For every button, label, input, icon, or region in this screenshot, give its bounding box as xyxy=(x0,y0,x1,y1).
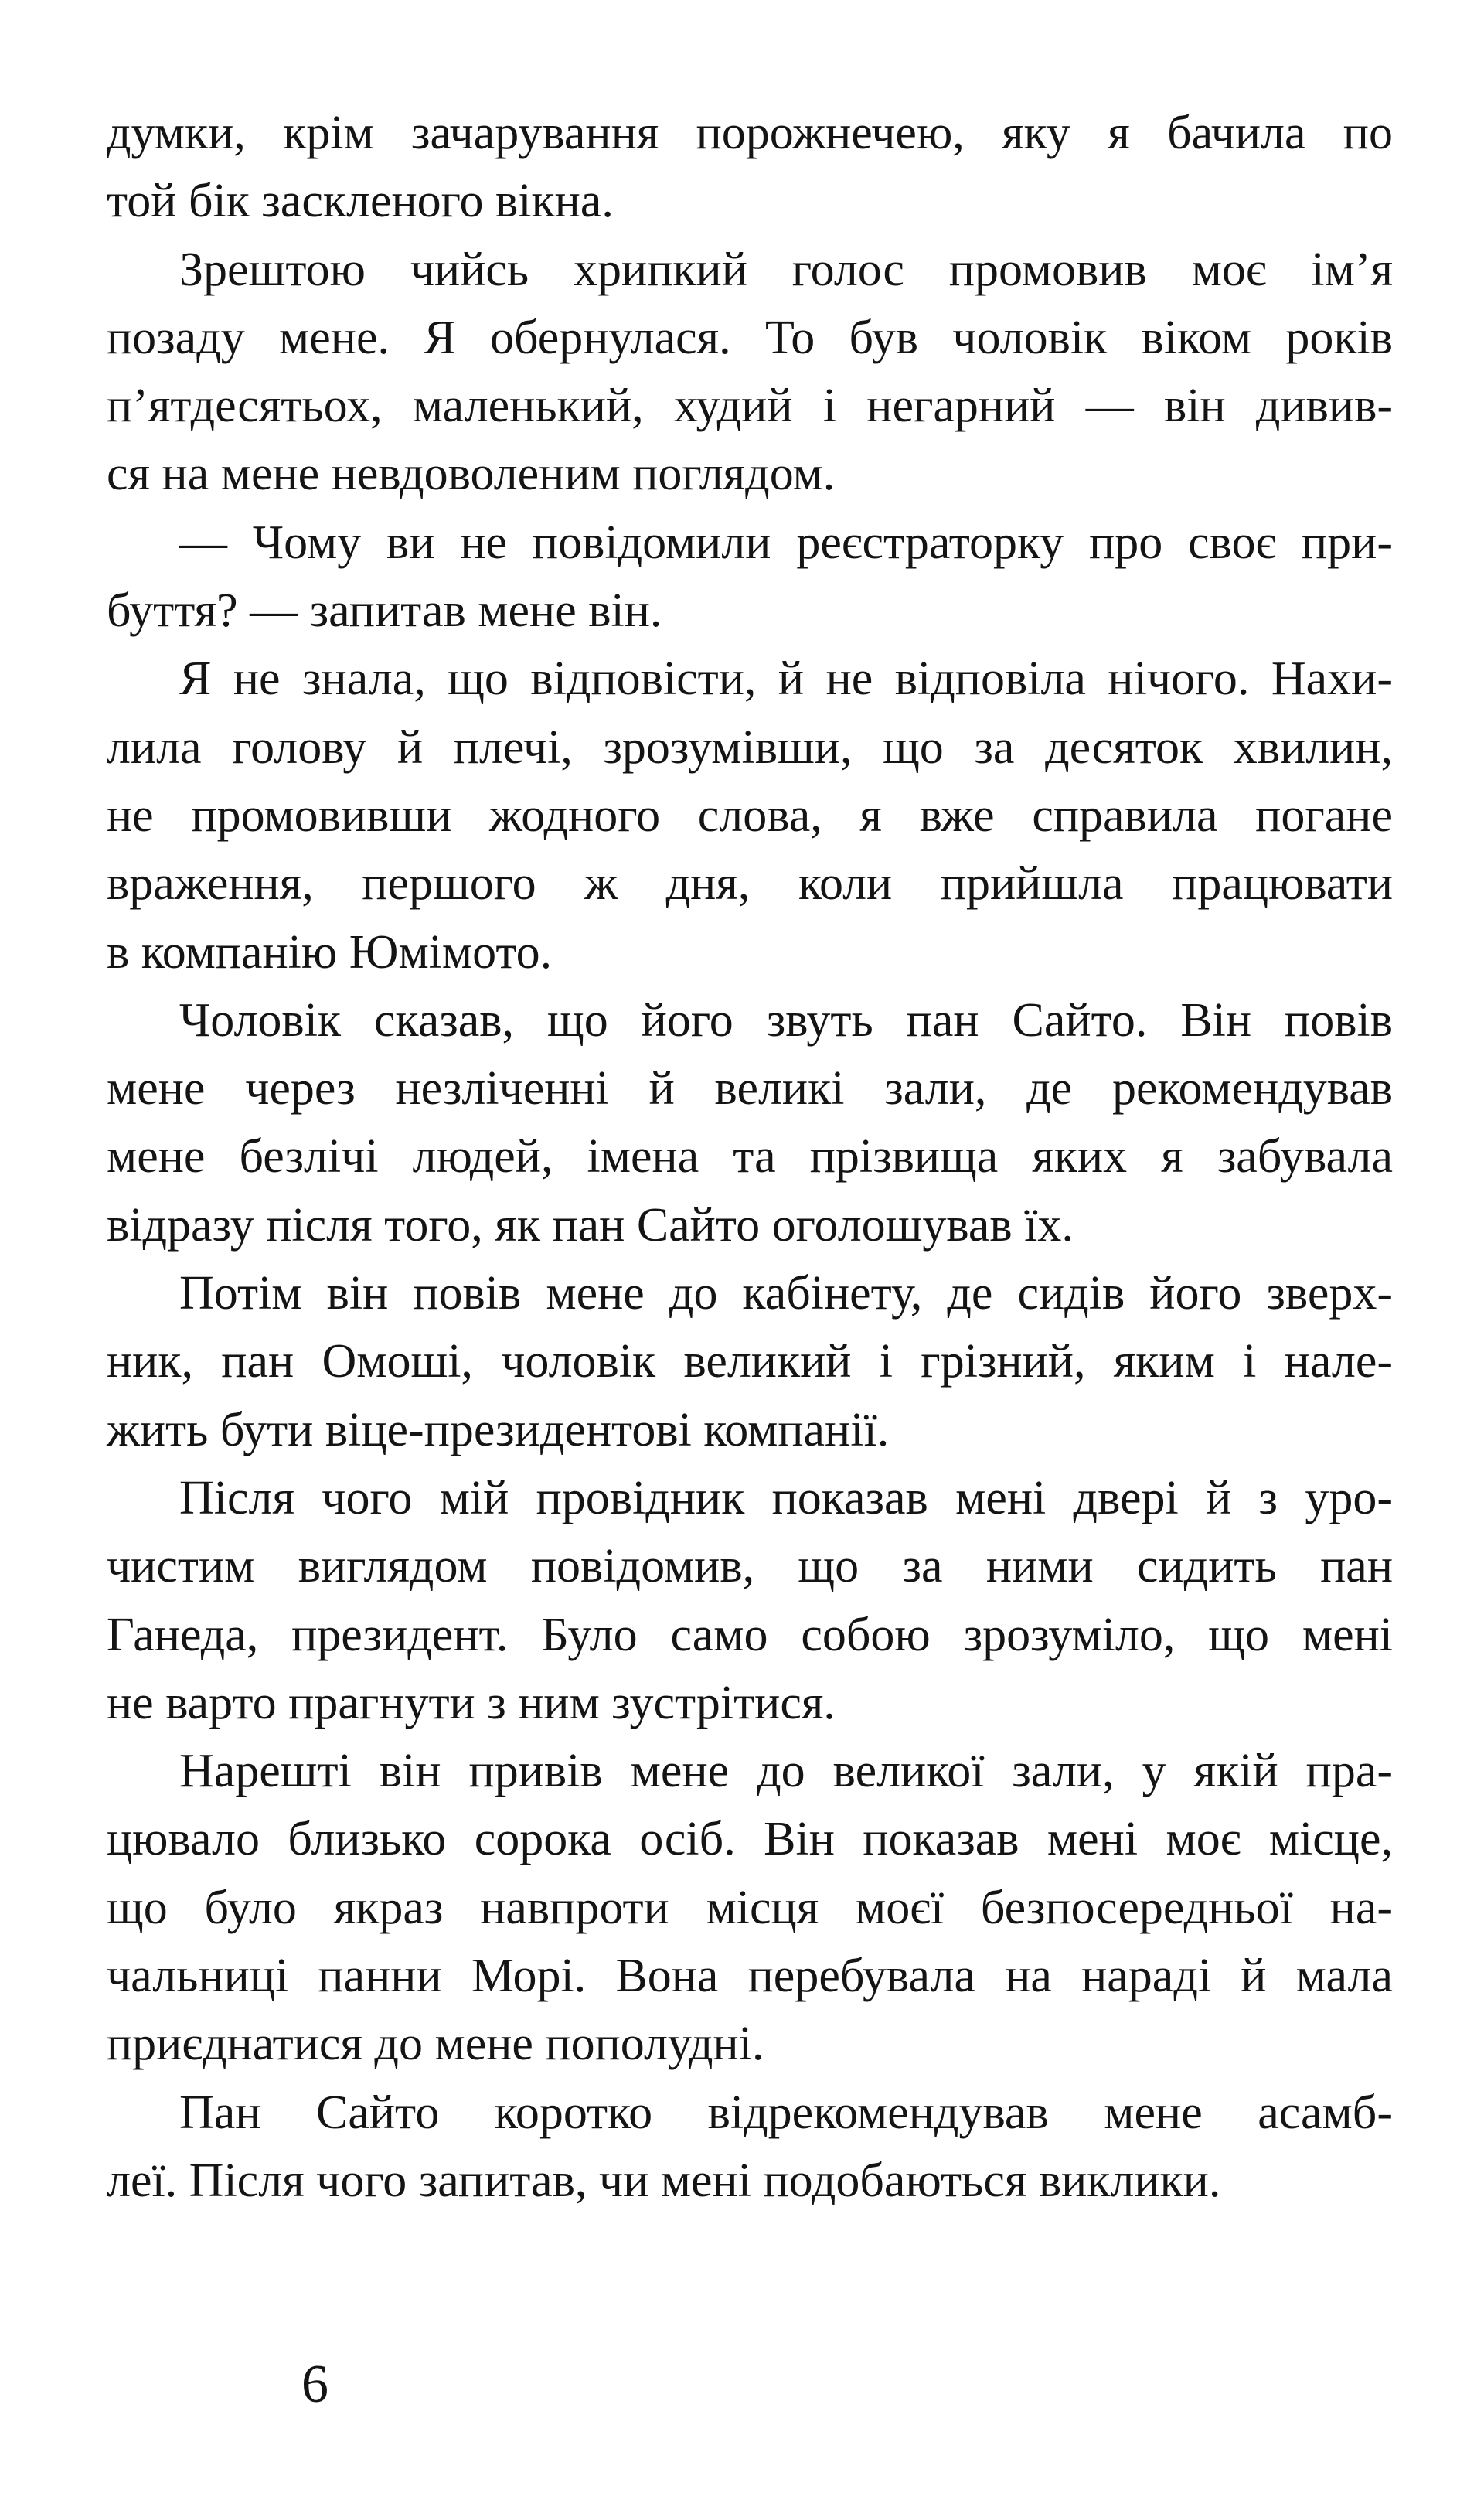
text-line: думки, крім зачарування порожнечею, яку я бачила по xyxy=(107,107,1393,159)
text-line: мене через незліченні й великі зали, де рекомендував xyxy=(107,1062,1393,1115)
paragraph xyxy=(107,645,1393,986)
text-line: буття? — запитав мене він. xyxy=(107,584,662,638)
text-line: Після чого мій провідник показав мені двері й з уро- xyxy=(179,1471,1393,1524)
paragraph xyxy=(107,986,1393,1259)
text-line: не промовивши жодного слова, я вже справила погане xyxy=(107,788,1393,842)
text-line: чальниці панни Морі. Вона перебувала на нараді й мала xyxy=(107,1950,1393,2003)
text-line: відразу після того, як пан Сайто оголошував їх. xyxy=(107,1198,1074,1252)
text-line: ник, пан Омоші, чоловік великий і грізний, яким і нале- xyxy=(107,1335,1393,1388)
text-line: враження, першого ж дня, коли прийшла працювати xyxy=(107,857,1393,911)
text-line: Пан Сайто коротко відрекомендував мене асамб- xyxy=(179,2086,1393,2139)
paragraph xyxy=(107,1737,1393,2078)
paragraph xyxy=(107,1464,1393,1737)
text-line: Потім він повів мене до кабінету, де сидів його зверх- xyxy=(179,1267,1393,1320)
dialogue-paragraph xyxy=(107,509,1393,645)
text-line: Чоловік сказав, що його звуть пан Сайто. Він повів xyxy=(179,993,1393,1047)
text-line: чистим виглядом повідомив, що за ними сидить пан xyxy=(107,1540,1393,1593)
paragraph xyxy=(107,99,1393,236)
text-line: приєднатися до мене пополудні. xyxy=(107,2018,764,2071)
text-line: Ганеда, президент. Було само собою зрозуміло, що мені xyxy=(107,1608,1393,1661)
text-line: що було якраз навпроти місця моєї безпосередньої на- xyxy=(107,1881,1393,1934)
text-line: жить бути віце-президентові компанії. xyxy=(107,1403,890,1456)
paragraph xyxy=(107,236,1393,509)
text-line: Я не знала, що відповісти, й не відповіла нічого. Нахи- xyxy=(179,652,1393,706)
text-line: ся на мене невдоволеним поглядом. xyxy=(107,448,836,501)
text-line: — Чому ви не повідомили реєстраторку про своє при- xyxy=(179,516,1393,569)
text-line: цювало близько сорока осіб. Він показав мені моє місце, xyxy=(107,1813,1393,1866)
text-line: не варто прагнути з ним зустрітися. xyxy=(107,1676,836,1729)
text-line: Зрештою чийсь хрипкий голос промовив моє ім’я xyxy=(179,243,1393,296)
body-text xyxy=(107,99,1393,2215)
text-line: Нарешті він привів мене до великої зали, у якій пра- xyxy=(179,1745,1393,1798)
text-line: лила голову й плечі, зрозумівши, що за десяток хвилин, xyxy=(107,720,1393,774)
paragraph xyxy=(107,1259,1393,1464)
text-line: позаду мене. Я обернулася. То був чоловік віком років xyxy=(107,311,1393,364)
text-line: п’ятдесятьох, маленький, худий і негарний — він дивив- xyxy=(107,380,1393,433)
paragraph xyxy=(107,2079,1393,2216)
text-line: леї. Після чого запитав, чи мені подобаються виклики. xyxy=(107,2154,1221,2207)
text-line: мене безлічі людей, імена та прізвища яких я забувала xyxy=(107,1130,1393,1184)
text-line: той бік заскленого вікна. xyxy=(107,175,614,228)
page-number: 6 xyxy=(301,2355,328,2414)
text-line: в компанію Юмімото. xyxy=(107,925,553,979)
